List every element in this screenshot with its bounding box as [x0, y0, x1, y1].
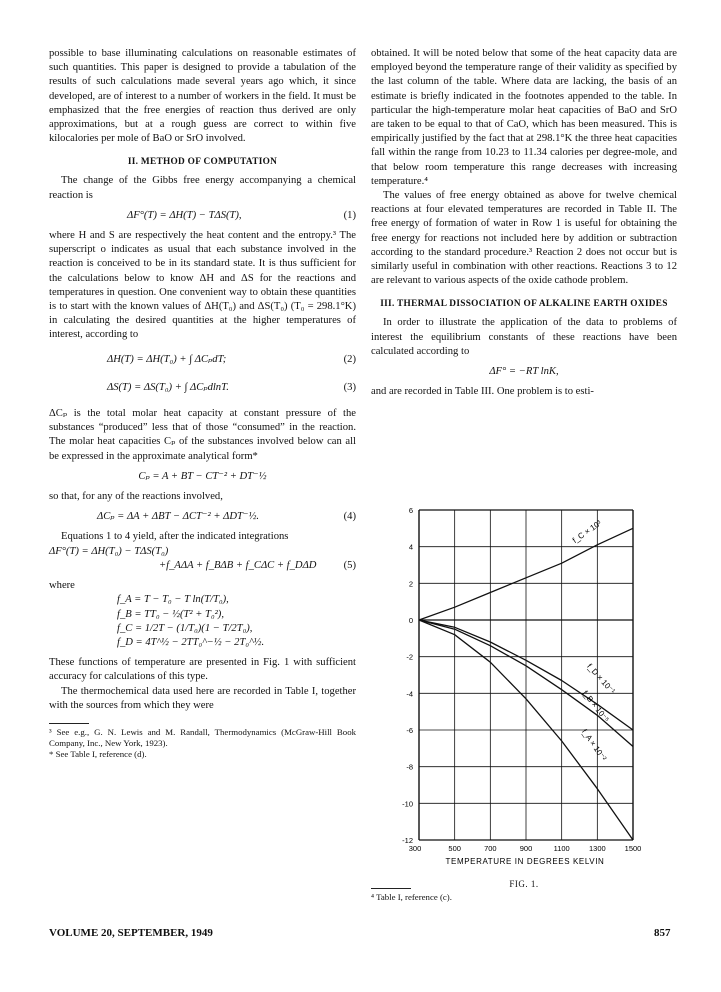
equation-number: (3)	[343, 381, 356, 393]
equation-5b	[49, 559, 356, 573]
equation-number: (5)	[343, 559, 356, 571]
paragraph: obtained. It will be noted below that some of the heat capacity data are employed beyond the temperature range of their validity as specified by the last column of the table. Where data are lacking, the basis of an estimate is briefly indicated in the footnotes appended to the table. In particular the high-temperature molar heat capacities of BaO and SrO are taken to be equal to that of CaO, which has been measured. This is empirically justified by the fact that at 298.1°K the three heat capacities fall within the range from 10.23 to 11.34 calories per degree-mole, and that below room temperature this range decreases with increasing temperature.⁴	[371, 48, 677, 187]
where-label: where	[49, 580, 75, 592]
equation-text: ΔH(T) = ΔH(T₀) + ∫ ΔCₚdT;	[107, 353, 227, 365]
x-tick-labels	[409, 844, 642, 853]
curve-label: f_C × 10³	[570, 518, 604, 545]
curve-label: f_B × 10⁻⁵	[580, 688, 611, 725]
y-tick-label: -6	[406, 726, 413, 735]
figure-1-chart	[371, 500, 677, 870]
equation-text: ΔF°(T) = ΔH(T) − TΔS(T),	[127, 209, 242, 221]
x-tick-label: 700	[484, 844, 497, 853]
y-tick-label: -4	[406, 689, 413, 699]
equation-text: +f_AΔA + f_BΔB + f_CΔC + f_DΔD	[159, 559, 317, 571]
y-tick-label: 4	[408, 542, 413, 552]
equation-2	[49, 353, 356, 367]
curve-label: f_D × 10⁻¹	[585, 661, 617, 696]
y-tick-label: 0	[408, 616, 413, 625]
section-heading: III. THERMAL DISSOCIATION OF ALKALINE EARTH OXIDES	[380, 299, 668, 310]
y-tick-label: 2	[408, 579, 413, 589]
definition-fa: f_A = T − T₀ − T ln(T/T₀),	[117, 594, 229, 606]
x-tick-label: 1100	[553, 844, 570, 853]
y-tick-label: -12	[402, 836, 413, 845]
right-column	[371, 47, 677, 399]
paragraph: The thermochemical data used here are recorded in Table I, together with the sources from which they were	[49, 685, 356, 711]
x-tick-label: 1500	[624, 844, 642, 853]
equation-6: ΔF° = −RT lnK,	[489, 366, 559, 378]
figure-caption: FIG. 1.	[509, 879, 539, 889]
footnote: * See Table I, reference (d).	[49, 748, 147, 759]
journal-footer: VOLUME 20, SEPTEMBER, 1949	[49, 927, 213, 939]
footnote-rule	[371, 888, 411, 889]
equation-1	[49, 209, 356, 223]
x-axis-label: TEMPERATURE IN DEGREES KELVIN	[445, 857, 605, 866]
paragraph: ΔCₚ is the total molar heat capacity at constant pressure of the substances “produced” less that of those “consumed” in the reaction. The molar heat capacities Cₚ of the substances involved below can all be expressed in the approximate analytical form*	[49, 408, 356, 462]
section-heading: II. METHOD OF COMPUTATION	[127, 157, 278, 168]
y-tick-label: -10	[402, 799, 413, 809]
equation-3	[49, 381, 356, 395]
equation-text: ΔCₚ = ΔA + ΔBT − ΔCT⁻² + ΔDT⁻½.	[97, 511, 260, 523]
definition-fb: f_B = TT₀ − ½(T² + T₀²),	[117, 608, 224, 620]
figure-1	[371, 500, 677, 889]
x-tick-label: 900	[519, 844, 533, 853]
footnote: ⁴ Table I, reference (c).	[371, 892, 452, 902]
definition-fd: f_D = 4T^½ − 2TT₀^−½ − 2T₀^½.	[117, 636, 265, 648]
paragraph: so that, for any of the reactions involved,	[49, 491, 223, 503]
x-tick-label: 500	[448, 844, 461, 853]
paragraph: In order to illustrate the application of the data to problems of interest the equilibrium constants of these reactions have been calculated according to	[371, 317, 677, 357]
paragraph: The values of free energy obtained as above for twelve chemical reactions at four elevated temperatures are recorded in Table II. The free energy of formation of water in Row 1 is useful for obtaining the free energy for reactions not included here by addition or subtraction according to the standard procedure.³ Reaction 2 does not occur but is similarly useful in combination with other reactions. Reactions 3 to 12 are relevant to various aspects of the oxide cathode problem.	[371, 190, 677, 287]
left-column	[49, 47, 356, 760]
x-tick-label: 300	[408, 844, 422, 853]
y-tick-label: 6	[408, 506, 413, 515]
page-number: 857	[654, 927, 671, 939]
function-definitions	[49, 593, 356, 650]
paragraph: These functions of temperature are presented in Fig. 1 with sufficient accuracy for calculations of this type.	[49, 657, 356, 683]
y-tick-label: -2	[406, 652, 413, 662]
paragraph: possible to base illuminating calculations on reasonable estimates of such quantities. This paper is designed to provide a tabulation of the results of such calculations made several years ago which, it since developed, are of interest to a number of workers in the field. It must be emphasized that the free energies of reaction thus derived are only approximations, but at a rough guess are correct to within five kilocalories per mole of BaO or SrO involved.	[49, 48, 356, 145]
definition-fc: f_C = 1/2T − (1/T₀)(1 − T/2T₀),	[117, 622, 253, 634]
equation-number: (2)	[343, 353, 356, 365]
paragraph: and are recorded in Table III. One problem is to esti-	[371, 386, 594, 398]
paragraph: The change of the Gibbs free energy accompanying a chemical reaction is	[49, 175, 356, 201]
curve-label: f_A × 10⁻²	[579, 727, 609, 763]
equation-cp: Cₚ = A + BT − CT⁻² + DT⁻½	[138, 470, 267, 482]
footnote: ³ See e.g., G. N. Lewis and M. Randall, Thermodynamics (McGraw-Hill Book Company, Inc., New York, 1923).	[49, 726, 356, 748]
x-tick-label: 1300	[588, 844, 606, 853]
footnotes	[49, 723, 356, 760]
y-tick-label: -8	[406, 762, 413, 772]
right-footnotes	[371, 888, 677, 903]
equation-5a: ΔF°(T) = ΔH(T₀) − TΔS(T₀)	[49, 545, 169, 557]
paragraph: Equations 1 to 4 yield, after the indicated integrations	[61, 531, 289, 543]
equation-number: (1)	[343, 209, 356, 221]
paragraph: where H and S are respectively the heat content and the entropy.³ The superscript o indicates as usual that each substance involved in the reaction is conceived to be in its standard state. It is thus sufficient for the calculations below to know ΔH and ΔS for the reactions and temperatures in question. One convenient way to obtain these quantities is to start with the known values of ΔH(T₀) and ΔS(T₀) (T₀ = 298.1°K) in calculating the desired quantities at the higher temperatures of interest, according to	[49, 230, 356, 341]
equation-number: (4)	[343, 511, 356, 523]
footnote-rule	[49, 723, 89, 724]
equation-4	[49, 510, 356, 524]
y-tick-labels	[402, 506, 413, 845]
equation-text: ΔS(T) = ΔS(T₀) + ∫ ΔCₚdlnT.	[107, 381, 229, 393]
